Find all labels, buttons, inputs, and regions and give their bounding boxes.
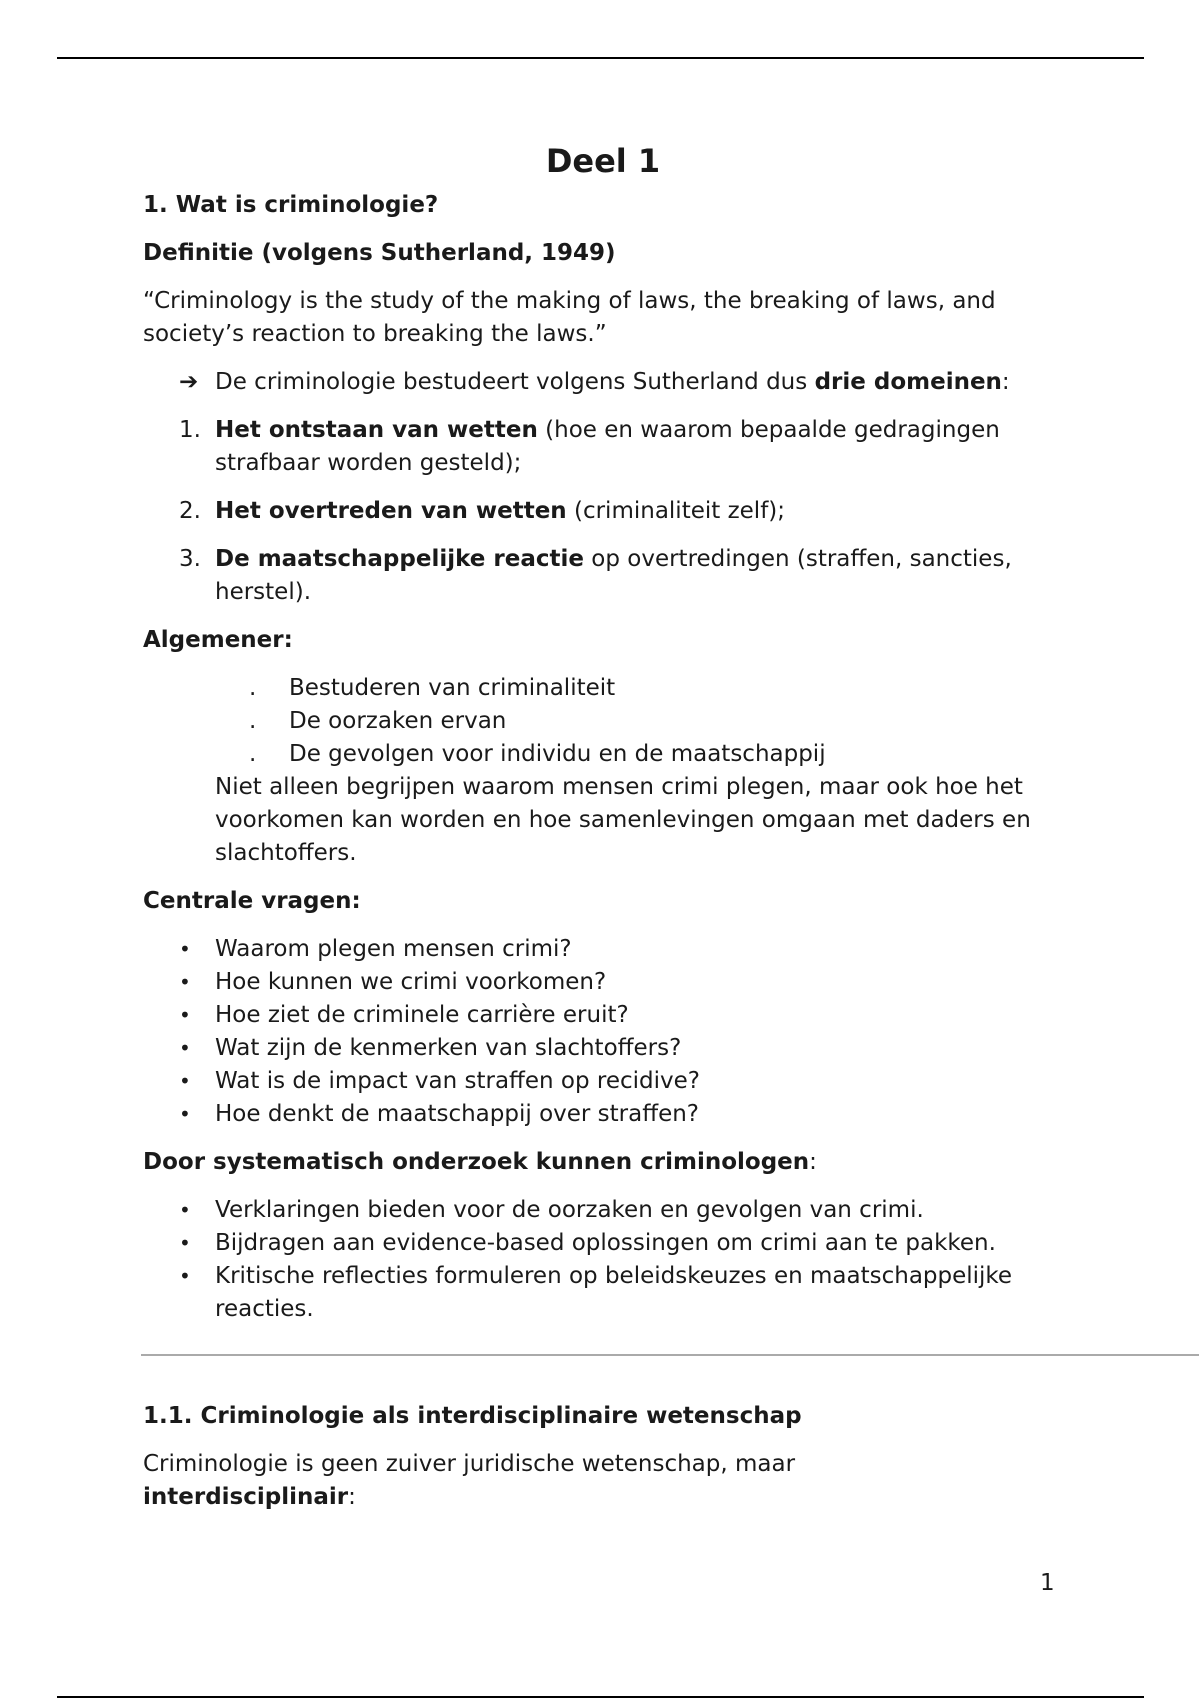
domain-item: 2. Het overtreden van wetten (criminaliteit zelf);	[179, 498, 786, 524]
list-item: . De oorzaken ervan	[249, 708, 507, 734]
list-item: . Bestuderen van criminaliteit	[249, 675, 616, 701]
list-item: • Bijdragen aan evidence-based oplossingen om crimi aan te pakken.	[179, 1230, 996, 1256]
list-item: • Kritische reflecties formuleren op beleidskeuzes en maatschappelijke reacties.	[179, 1263, 1013, 1322]
section-divider	[141, 1354, 1199, 1356]
footer-rule	[57, 1696, 1144, 1698]
arrow-right-icon: ➔	[179, 369, 199, 395]
page-title: Deel 1	[545, 142, 661, 180]
domain-item: 3. De maatschappelijke reactie op overtredingen (straffen, sancties, herstel).	[179, 546, 1012, 605]
section-heading: 1.1. Criminologie als interdisciplinaire wetenschap	[143, 1403, 802, 1429]
list-item: • Wat is de impact van straffen op recidive?	[179, 1068, 701, 1094]
central-questions-list	[179, 933, 1063, 1131]
section-paragraph: Criminologie is geen zuiver juridische wetenschap, maar interdisciplinair:	[143, 1451, 796, 1510]
list-item: • Verklaringen bieden voor de oorzaken en gevolgen van crimi.	[179, 1197, 924, 1223]
list-item: • Waarom plegen mensen crimi?	[179, 936, 572, 962]
domain-item: 1. Het ontstaan van wetten (hoe en waarom bepaalde gedragingen strafbaar worden gesteld);	[179, 417, 1000, 476]
list-item: • Hoe ziet de criminele carrière eruit?	[179, 1002, 629, 1028]
general-list	[249, 672, 1063, 771]
list-item: • Hoe kunnen we crimi voorkomen?	[179, 969, 607, 995]
header-rule	[57, 57, 1144, 59]
heading-1: 1. Wat is criminologie?	[143, 192, 439, 218]
list-item: • Hoe denkt de maatschappij over straffen?	[179, 1101, 699, 1127]
page-number: 1	[1040, 1570, 1055, 1596]
research-list	[179, 1194, 1063, 1326]
general-heading: Algemener:	[143, 627, 293, 653]
definition-heading: Definitie (volgens Sutherland, 1949)	[143, 240, 616, 266]
quote: “Criminology is the study of the making of laws, the breaking of laws, and society’s reaction to breaking the laws.”	[143, 288, 996, 347]
section-1-1	[143, 1400, 1063, 1529]
document-body	[143, 140, 1063, 1341]
domains-intro	[179, 366, 1063, 399]
general-paragraph: Niet alleen begrijpen waarom mensen crimi plegen, maar ook hoe het voorkomen kan worden en hoe samenlevingen omgaan met daders en slachtoffers.	[215, 774, 1031, 866]
research-heading: Door systematisch onderzoek kunnen criminologen:	[143, 1149, 817, 1175]
domains-intro-text: De criminologie bestudeert volgens Sutherland dus drie domeinen:	[215, 369, 1010, 395]
list-item: • Wat zijn de kenmerken van slachtoffers?	[179, 1035, 682, 1061]
central-heading: Centrale vragen:	[143, 888, 361, 914]
list-item: . De gevolgen voor individu en de maatschappij	[249, 741, 826, 767]
